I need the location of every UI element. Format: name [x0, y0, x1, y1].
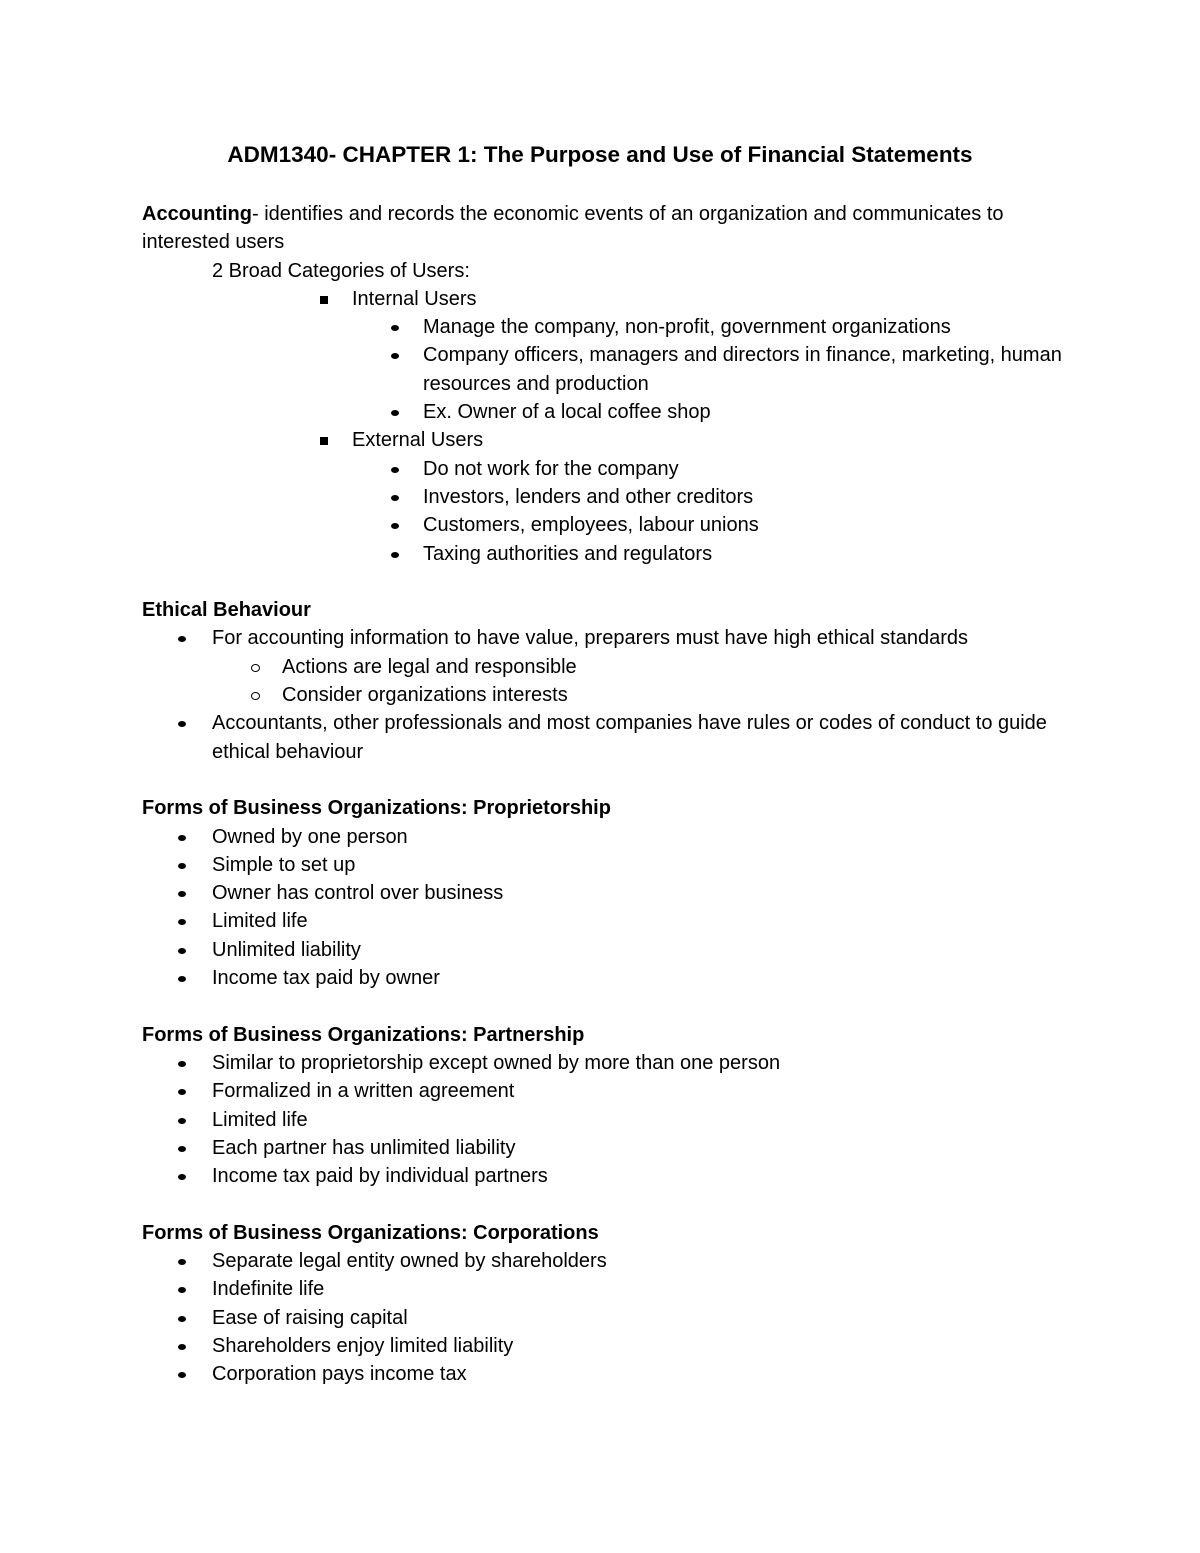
ethics-list	[142, 624, 1072, 652]
list-item-text: Shareholders enjoy limited liability	[212, 1334, 514, 1357]
external-users-list	[142, 455, 1072, 568]
list-item	[142, 851, 1072, 879]
list-item-text: Accountants, other professionals and most companies have rules or codes of conduct to guide ethical behaviour	[212, 712, 1047, 763]
internal-users-label: Internal Users	[352, 287, 477, 310]
corporations-list	[142, 1247, 1072, 1388]
list-item	[142, 455, 1072, 483]
bullet-icon	[178, 721, 186, 727]
square-bullet-icon	[320, 296, 328, 304]
ethics-section	[142, 596, 1072, 766]
list-item	[142, 1304, 1072, 1332]
list-item-text: Income tax paid by owner	[212, 967, 440, 990]
list-item	[142, 426, 1072, 454]
circle-bullet-icon	[251, 692, 260, 700]
user-categories-label: 2 Broad Categories of Users:	[212, 259, 470, 282]
bullet-icon	[178, 835, 186, 841]
user-groups-list	[142, 426, 1072, 454]
bullet-icon	[178, 1287, 186, 1293]
bullet-icon	[391, 410, 399, 416]
ethics-sublist	[142, 653, 1072, 710]
list-item	[142, 313, 1072, 341]
bullet-icon	[178, 636, 186, 642]
list-item-text: Consider organizations interests	[282, 684, 568, 707]
list-item	[142, 1134, 1072, 1162]
bullet-icon	[178, 1118, 186, 1124]
list-item	[142, 1077, 1072, 1105]
list-item	[142, 540, 1072, 568]
bullet-icon	[391, 495, 399, 501]
list-item	[142, 511, 1072, 539]
ethics-list	[142, 709, 1072, 766]
list-item-text: Investors, lenders and other creditors	[423, 485, 754, 508]
square-bullet-icon	[320, 437, 328, 445]
bullet-icon	[178, 1061, 186, 1067]
bullet-icon	[178, 919, 186, 925]
proprietorship-section	[142, 794, 1072, 992]
internal-users-list	[142, 313, 1072, 426]
user-groups-list	[142, 285, 1072, 313]
list-item	[142, 285, 1072, 313]
list-item	[142, 1275, 1072, 1303]
bullet-icon	[391, 353, 399, 359]
list-item	[142, 653, 1072, 681]
list-item-text: Limited life	[212, 910, 308, 933]
list-item-text: Indefinite life	[212, 1278, 325, 1301]
list-item-text: Income tax paid by individual partners	[212, 1165, 548, 1188]
list-item-text: Simple to set up	[212, 853, 356, 876]
list-item-text: Ex. Owner of a local coffee shop	[423, 401, 711, 424]
bullet-icon	[391, 552, 399, 558]
page-title: ADM1340- CHAPTER 1: The Purpose and Use of Financial Statements	[227, 142, 973, 167]
proprietorship-list	[142, 823, 1072, 993]
list-item-text: Limited life	[212, 1108, 308, 1131]
list-item-text: Each partner has unlimited liability	[212, 1136, 516, 1159]
bullet-icon	[178, 1146, 186, 1152]
list-item	[142, 681, 1072, 709]
list-item	[142, 964, 1072, 992]
list-item	[142, 907, 1072, 935]
list-item-text: Unlimited liability	[212, 938, 361, 961]
list-item	[142, 1360, 1072, 1388]
bullet-icon	[391, 523, 399, 529]
list-item	[142, 398, 1072, 426]
list-item-text: Ease of raising capital	[212, 1306, 408, 1329]
list-item-text: Manage the company, non-profit, government organizations	[423, 316, 951, 339]
document-body	[142, 200, 1072, 1388]
list-item	[142, 1247, 1072, 1275]
accounting-term: Accounting	[142, 203, 252, 225]
list-item	[142, 709, 1072, 766]
list-item	[142, 823, 1072, 851]
bullet-icon	[178, 948, 186, 954]
bullet-icon	[178, 1259, 186, 1265]
list-item	[142, 1106, 1072, 1134]
list-item-text: Do not work for the company	[423, 457, 679, 480]
list-item	[142, 341, 1072, 398]
accounting-definition	[142, 200, 1072, 257]
bullet-icon	[178, 1174, 186, 1180]
bullet-icon	[391, 325, 399, 331]
list-item	[142, 483, 1072, 511]
list-item-text: Taxing authorities and regulators	[423, 542, 713, 565]
section-heading: Forms of Business Organizations: Corporations	[142, 1221, 599, 1244]
section-heading: Forms of Business Organizations: Partnership	[142, 1023, 585, 1046]
list-item-text: Owner has control over business	[212, 882, 504, 905]
list-item	[142, 1162, 1072, 1190]
bullet-icon	[178, 1316, 186, 1322]
bullet-icon	[178, 1372, 186, 1378]
partnership-section	[142, 1021, 1072, 1191]
list-item-text: For accounting information to have value, preparers must have high ethical standards	[212, 627, 968, 650]
bullet-icon	[178, 1089, 186, 1095]
bullet-icon	[178, 1344, 186, 1350]
list-item-text: Company officers, managers and directors in finance, marketing, human resources and production	[423, 344, 1062, 395]
list-item-text: Customers, employees, labour unions	[423, 514, 759, 537]
bullet-icon	[178, 976, 186, 982]
list-item-text: Actions are legal and responsible	[282, 655, 577, 678]
list-item	[142, 1332, 1072, 1360]
list-item	[142, 936, 1072, 964]
list-item-text: Corporation pays income tax	[212, 1363, 467, 1386]
list-item-text: Owned by one person	[212, 825, 408, 848]
accounting-definition-text: - identifies and records the economic events of an organization and communicates to interested users	[142, 203, 1004, 254]
list-item-text: Formalized in a written agreement	[212, 1080, 515, 1103]
circle-bullet-icon	[251, 664, 260, 672]
list-item	[142, 1049, 1072, 1077]
list-item	[142, 624, 1072, 652]
list-item	[142, 879, 1072, 907]
list-item-text: Similar to proprietorship except owned by more than one person	[212, 1051, 781, 1074]
corporations-section	[142, 1219, 1072, 1389]
section-heading: Ethical Behaviour	[142, 599, 311, 622]
bullet-icon	[178, 891, 186, 897]
bullet-icon	[178, 863, 186, 869]
list-item-text: Separate legal entity owned by shareholders	[212, 1249, 607, 1272]
section-heading: Forms of Business Organizations: Proprietorship	[142, 797, 611, 820]
bullet-icon	[391, 467, 399, 473]
external-users-label: External Users	[352, 429, 484, 452]
partnership-list	[142, 1049, 1072, 1190]
